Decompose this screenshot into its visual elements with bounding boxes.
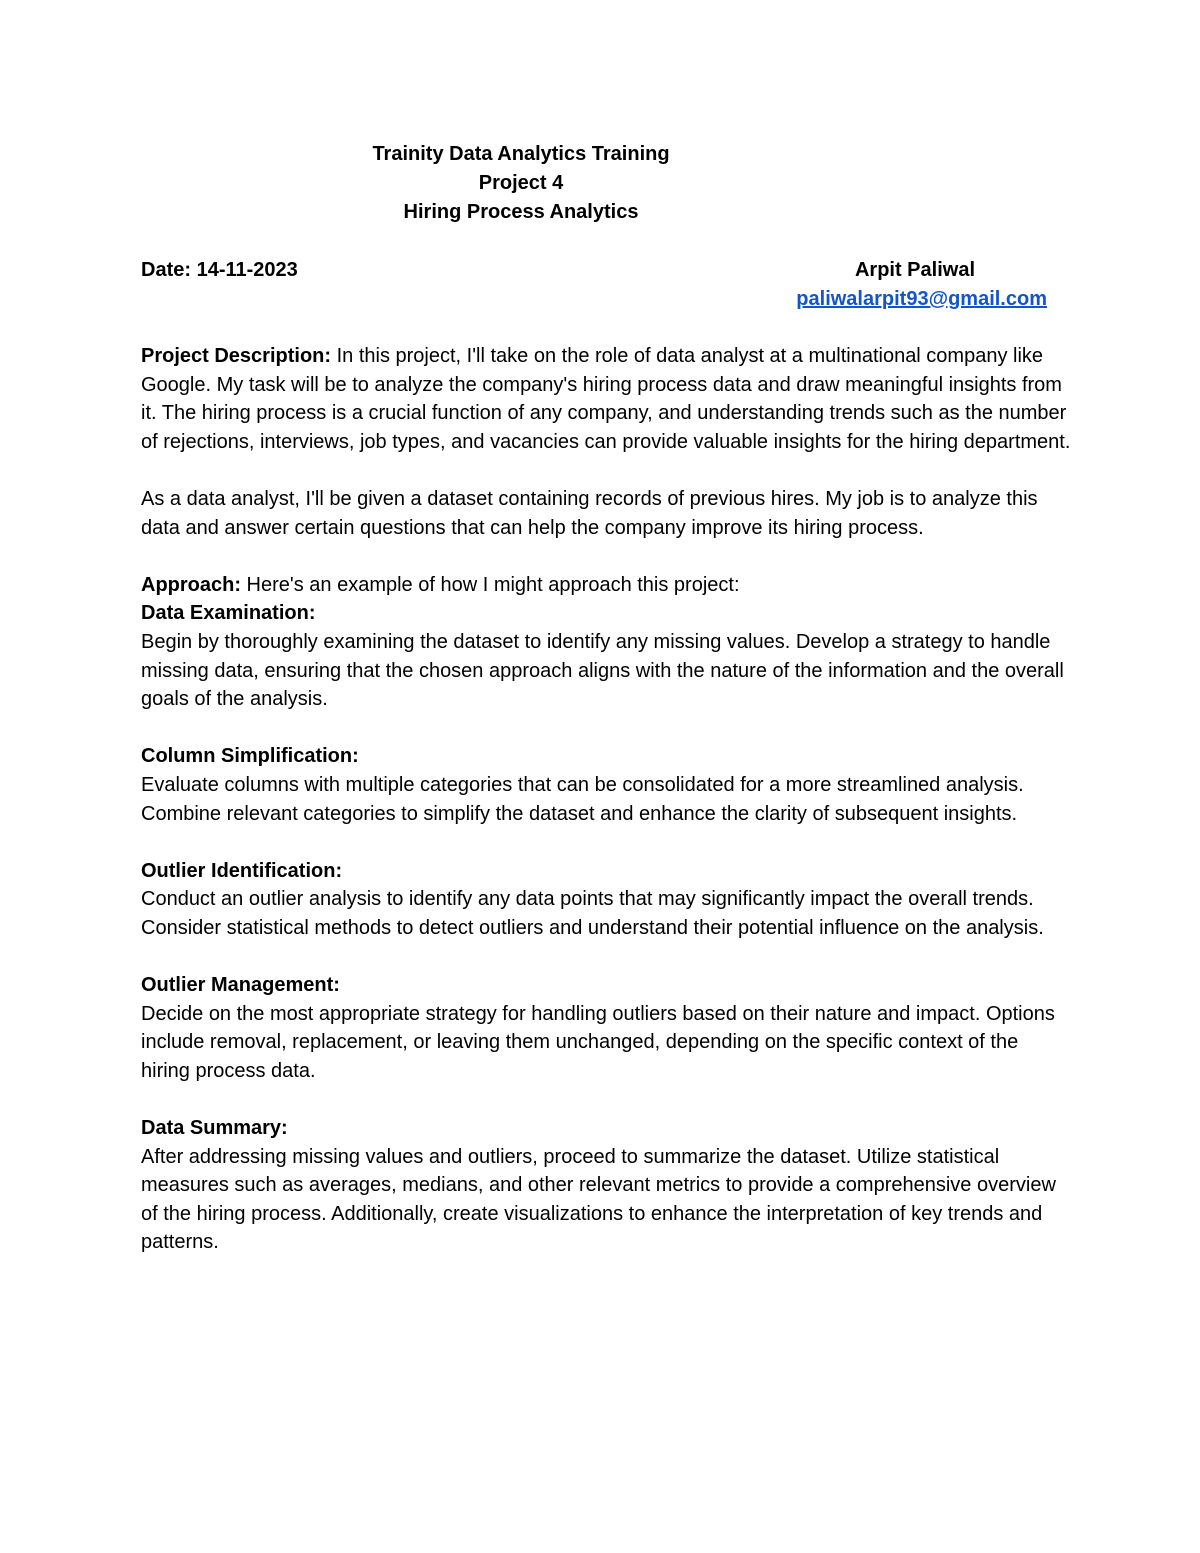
- section-heading: Outlier Identification:: [141, 859, 343, 882]
- section-text: Begin by thoroughly examining the dataset to identify any missing values. Develop a strategy to handle missing data, ensuring that the chosen approach aligns with the nature of the information and the overall goals of the analysis.: [141, 630, 1064, 711]
- analyst-paragraph: As a data analyst, I'll be given a dataset containing records of previous hires. My job is to analyze this data and answer certain questions that can help the company improve its hiring process.: [141, 487, 1038, 539]
- approach-text: Here's an example of how I might approach this project:: [241, 573, 740, 596]
- section-heading: Outlier Management:: [141, 974, 340, 997]
- approach-paragraph: [141, 571, 1071, 600]
- section-heading: Column Simplification:: [141, 745, 359, 768]
- project-title: Hiring Process Analytics: [403, 201, 639, 223]
- document-body: [141, 342, 1071, 1257]
- section-outlier-management: [141, 971, 1071, 1085]
- section-data-summary: [141, 1114, 1071, 1257]
- document-date: Date: 14-11-2023: [141, 259, 298, 281]
- author-email-link[interactable]: paliwalarpit93@gmail.com: [796, 288, 1047, 310]
- section-column-simplification: [141, 742, 1071, 828]
- approach-label: Approach:: [141, 573, 241, 596]
- author-block: [796, 256, 1047, 314]
- author-name: Arpit Paliwal: [854, 259, 975, 281]
- project-description-paragraph: [141, 342, 1071, 456]
- section-heading: Data Examination:: [141, 602, 316, 625]
- project-description-label: Project Description:: [141, 345, 332, 367]
- section-text: Evaluate columns with multiple categories that can be consolidated for a more streamlined analysis. Combine relevant categories to simplify the dataset and enhance the clarity of subsequent insights.: [141, 773, 1024, 825]
- section-outlier-identification: [141, 857, 1071, 943]
- section-data-examination: [141, 599, 1071, 713]
- meta-row: [141, 256, 1071, 316]
- section-heading: Data Summary:: [141, 1117, 288, 1140]
- section-text: After addressing missing values and outliers, proceed to summarize the dataset. Utilize statistical measures such as averages, medians, and other relevant metrics to provide a comprehensive overview of the hiring process. Additionally, create visualizations to enhance the interpretation of key trends and patterns.: [141, 1145, 1056, 1254]
- document-title-block: [356, 140, 686, 227]
- section-text: Conduct an outlier analysis to identify any data points that may significantly impact the overall trends. Consider statistical methods to detect outliers and understand their potential influence on the analysis.: [141, 888, 1044, 939]
- project-description-text: In this project, I'll take on the role of data analyst at a multinational company like Google. My task will be to analyze the company's hiring process data and draw meaningful insights from it. The hiring process is a crucial function of any company, and understanding trends such as the number of rejections, interviews, job types, and vacancies can provide valuable insights for the hiring department.: [141, 345, 1071, 453]
- project-number: Project 4: [478, 172, 564, 194]
- document-title: Trainity Data Analytics Training: [372, 143, 670, 165]
- section-text: Decide on the most appropriate strategy for handling outliers based on their nature and impact. Options include removal, replacement, or leaving them unchanged, depending on the specific context of the hiring process data.: [141, 1002, 1055, 1082]
